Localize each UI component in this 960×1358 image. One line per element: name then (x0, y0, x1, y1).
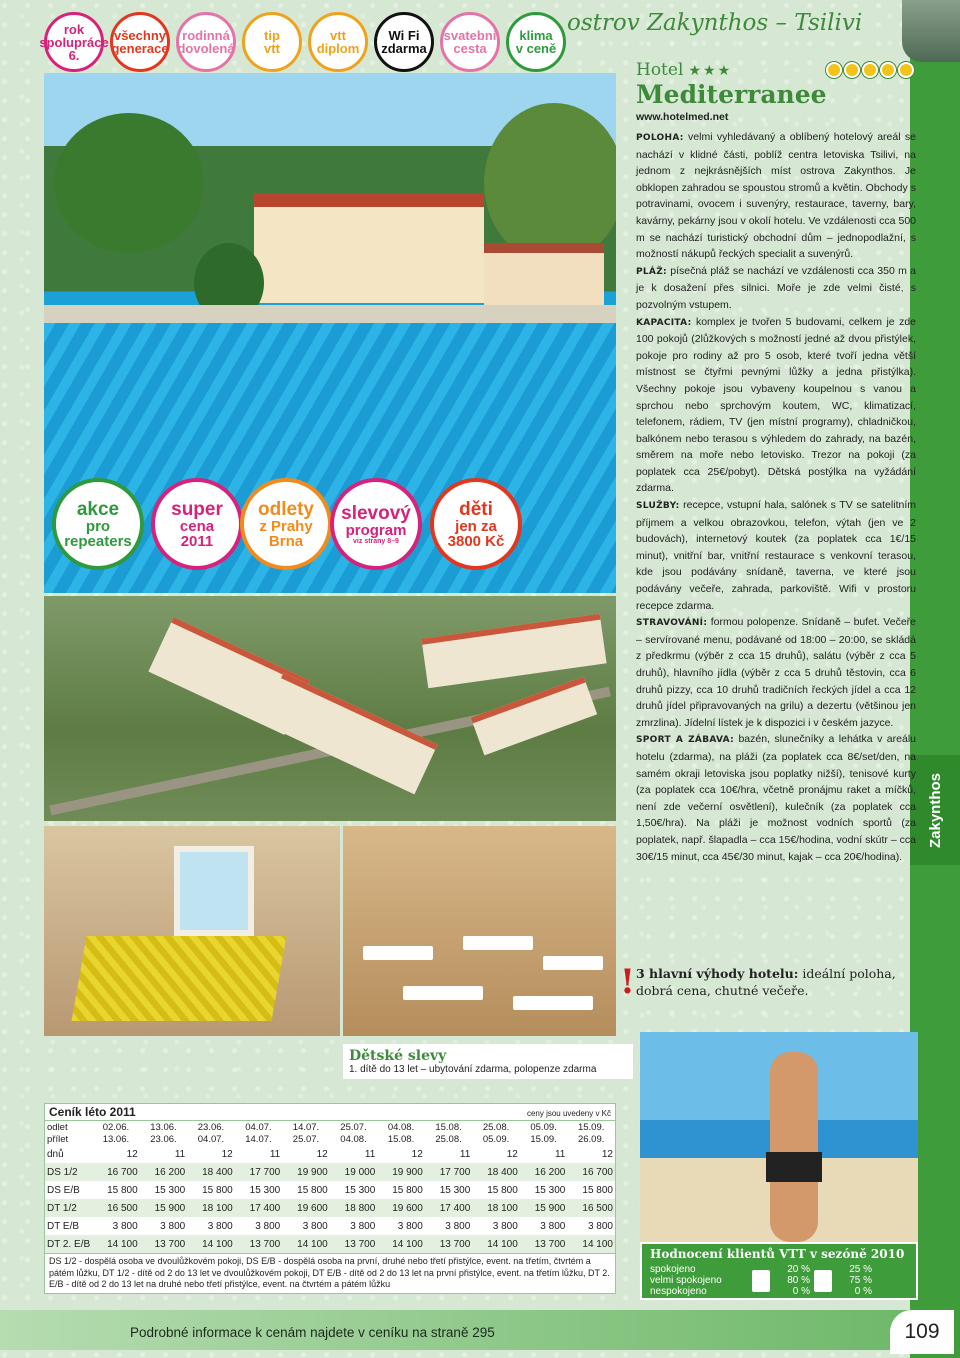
table-cell: 26.09. (577, 1133, 605, 1145)
badge (374, 12, 434, 72)
description-paragraph (636, 731, 916, 865)
beach-boy-photo (640, 1032, 918, 1242)
badge (242, 12, 302, 72)
offer-badge (430, 478, 522, 570)
description-paragraph (636, 614, 916, 731)
badge-text: cesta (453, 41, 487, 56)
section-label: POLOHA: (636, 133, 684, 143)
rating-label: spokojeno (650, 1264, 696, 1275)
badge (308, 12, 368, 72)
table-cell: 11 (364, 1148, 376, 1160)
table-cell: 13 700 (330, 1235, 378, 1253)
table-cell: 15 300 (344, 1184, 376, 1196)
table-cell: 25.08. (435, 1133, 462, 1145)
badge (440, 12, 500, 72)
table-cell: 16 500 (567, 1199, 615, 1217)
section-label: SPORT A ZÁBAVA: (636, 735, 734, 746)
table-cell: 11 (459, 1148, 471, 1160)
rating-label: nespokojeno (650, 1286, 707, 1297)
offer-badge-text: pro (85, 517, 111, 535)
table-cell: 02.06. (102, 1121, 130, 1133)
offer-badge-text: program (345, 521, 407, 539)
table-cell: 14 100 (472, 1235, 520, 1253)
table-cell: 12 (601, 1148, 613, 1160)
table-cell: 16 700 (567, 1163, 615, 1181)
table-cell: 15 800 (202, 1184, 233, 1196)
offer-badge-text: slevový (341, 502, 411, 524)
table-cell: 15 300 (249, 1184, 281, 1196)
offer-badge (330, 478, 422, 570)
description-sections (636, 129, 916, 865)
badge-text: zdarma (381, 41, 427, 56)
table-cell: 18 100 (187, 1199, 235, 1217)
highlights-label: 3 hlavní výhody hotelu: (636, 966, 799, 981)
badge-text: Wi Fi (388, 28, 420, 43)
table-cell: 3 800 (445, 1220, 471, 1232)
rating-value: 20 % (787, 1264, 810, 1275)
table-cell: 14 100 (567, 1235, 615, 1253)
hotel-highlights (636, 965, 916, 999)
badge (506, 12, 566, 72)
row-label: DS E/B (47, 1184, 80, 1196)
badge-text: rok (63, 21, 85, 37)
table-cell: 19 600 (377, 1199, 425, 1217)
bell-photo-corner (902, 0, 960, 62)
table-cell: 16 200 (520, 1163, 568, 1181)
rating-value: 75 % (849, 1275, 872, 1286)
row-label: odlet (47, 1121, 68, 1133)
table-row (45, 1121, 615, 1133)
table-cell: 3 800 (160, 1220, 186, 1232)
badge (39, 12, 109, 72)
section-text: komplex je tvořen 5 budovami, celkem je zde 100 pokojů (2lůžkových s možností jedné až dvou přistýlek, pokoje pro rodiny až pro 5 osob, které tvoří jedna větší místnost se čtyřmi pevnými lůžky a jedna přistýlka). Všechny pokoje jsou vybaveny koupelnou s vanou a sprchou nebo sprchovým koutem, WC, klimatizací, telefonem, rádiem, TV (jen místní programy), chladničkou, balkónem nebo terasou s výhledem do zahrady, na bazén, směrem na moře nebo letovisko. Trezor na pokoji (za poplatek cca 25€/pobyt). Dětská postýlka na vyžádání zdarma. (636, 315, 916, 495)
sun-icon (862, 62, 878, 78)
table-cell: 17 400 (425, 1199, 473, 1217)
exclamation-icon: ! (620, 962, 635, 1002)
hotel-word: Hotel (636, 60, 684, 80)
row-label: DT 1/2 (45, 1199, 92, 1217)
table-cell: 15 300 (534, 1184, 566, 1196)
cutlery-icon (814, 1270, 832, 1292)
offer-badge-text: repeaters (64, 532, 132, 550)
table-cell: 19 000 (330, 1163, 378, 1181)
sun-rating-icons (826, 62, 914, 78)
row-label: DT E/B (47, 1220, 80, 1232)
table-row (45, 1145, 615, 1163)
table-cell: 16 700 (92, 1163, 140, 1181)
table-cell: 15 900 (520, 1199, 568, 1217)
section-label: PLÁŽ: (636, 266, 667, 277)
table-cell: 17 400 (235, 1199, 283, 1217)
table-row (45, 1181, 615, 1199)
badge-text: vtt (330, 28, 346, 43)
table-cell: 04.07. (245, 1121, 272, 1133)
table-cell: 3 800 (302, 1220, 328, 1232)
rating-value: 80 % (787, 1275, 810, 1286)
offer-badge-text: z Prahy (259, 517, 313, 535)
table-cell: 12 (411, 1148, 423, 1160)
table-cell: 15 800 (487, 1184, 518, 1196)
table-cell: 25.08. (482, 1121, 510, 1133)
row-label: DS 1/2 (45, 1163, 92, 1181)
table-cell: 25.07. (292, 1133, 320, 1145)
description-paragraph (636, 497, 916, 614)
table-cell: 11 (554, 1148, 566, 1160)
hotel-stars: ★★★ (688, 63, 733, 79)
table-cell: 13.06. (150, 1121, 177, 1133)
price-table-note: ceny jsou uvedeny v Kč (526, 1109, 611, 1118)
sun-icon (844, 62, 860, 78)
table-row (45, 1235, 615, 1253)
section-label: STRAVOVÁNÍ: (636, 618, 708, 629)
offer-badge (240, 478, 332, 570)
table-cell: 16 200 (140, 1163, 188, 1181)
table-cell: 13.06. (102, 1133, 130, 1145)
table-cell: 14.07. (292, 1121, 320, 1133)
table-cell: 19 900 (282, 1163, 330, 1181)
price-footnote: DS 1/2 - dospělá osoba ve dvoulůžkovém pokoji, DS E/B - dospělá osoba na první, druhé nebo třetí přistýlce, event. na třetím, čtvrtém a pátém lůžku, DT 1/2 - dítě od 2 do 13 let ve dvoulůžkovém pokoji, DT E/B - dítě od 2 do 13 let na první přistýlce, event. na třetím lůžku, DT 2. E/B - dítě od 2 do 13 let na druhé nebo třetí přistýlce, event. na čtvrtém a pátém lůžku (45, 1253, 615, 1293)
table-cell: 11 (269, 1148, 281, 1160)
section-label: KAPACITA: (636, 317, 692, 328)
hotel-name: Mediterranee (636, 80, 827, 109)
page-title: ostrov Zakynthos – Tsilivi (567, 10, 863, 36)
aerial-photo (44, 596, 616, 821)
row-label: dnů (47, 1148, 64, 1160)
badge-text: generace (111, 41, 169, 56)
badge-text: v ceně (515, 41, 557, 56)
table-cell: 14 100 (377, 1235, 425, 1253)
side-tab (910, 755, 960, 865)
table-cell: 3 800 (587, 1220, 613, 1232)
room-photo (44, 826, 340, 1036)
table-cell: 15 300 (154, 1184, 186, 1196)
section-text: bazén, slunečníky a lehátka v areálu hotelu (zdarma), na pláži (za poplatek cca 8€/set/den, na samém okraji letoviska jsou poplatky nižší), tenisové kurty (za poplatek cca 10€/hra, včetně pronájmu raket a míčků, není zde večerní osvětlení), kulečník (za poplatek cca 1,50€/hra). Na pláži je možnost vodních sportů (za poplatek, např. šlapadla – cca 15€/hodina, vodní skútr – cca 30€/15 minut, cca 45€/30 minut, kajak – cca 20€/hodina). (636, 733, 916, 863)
rating-value: 0 % (854, 1286, 872, 1297)
badge-text: spolupráce (39, 34, 109, 50)
section-text: velmi vyhledávaný a oblíbený hotelový areál se nachází v klidné části, poblíž centra letoviska Tsilivi, na jednom z nejkrásnějších míst ostrova Zakynthos. Je obklopen zahradou se spoustou stromů a květin. Obchody s potravinami, ovocem i suvenýry, restaurace, taverny, bary, kavárny, pekárny jsou v okolí hotelu. Ve vzdálenosti cca 500 m se nachází turistický obchodní dům – jednopodlažní, s možností nákupů řeckých specialit a suvenýrů. (636, 131, 916, 261)
sun-icon (898, 62, 914, 78)
restaurant-photo (343, 826, 616, 1036)
row-label: přílet (47, 1133, 69, 1145)
offer-badge-text: odlety (258, 498, 314, 520)
description-paragraph (636, 263, 916, 314)
offer-badge-text: jen za (455, 517, 497, 535)
offer-badge-text: Brna (268, 532, 304, 550)
table-cell: 05.09. (482, 1133, 510, 1145)
table-cell: 15 800 (582, 1184, 613, 1196)
offer-badge-text: cena (179, 517, 215, 535)
table-cell: 3 800 (350, 1220, 376, 1232)
table-cell: 13 700 (235, 1235, 283, 1253)
child-discounts (343, 1044, 633, 1079)
table-cell: 19 900 (377, 1163, 425, 1181)
table-cell: 17 700 (425, 1163, 473, 1181)
offer-badge-text: viz strany 8–9 (353, 537, 399, 545)
side-tab-label: Zakynthos (926, 772, 944, 848)
offer-badge-text: děti (459, 498, 493, 520)
price-table-title: Ceník léto 2011 (49, 1105, 136, 1119)
hotel-description (636, 60, 916, 865)
table-cell: 12 (126, 1148, 138, 1160)
table-cell: 23.06. (150, 1133, 177, 1145)
table-row (45, 1163, 615, 1181)
table-cell: 18 800 (330, 1199, 378, 1217)
table-cell: 15 800 (297, 1184, 328, 1196)
badge-text: svatební (443, 28, 497, 43)
table-cell: 3 800 (540, 1220, 566, 1232)
badge (176, 12, 236, 72)
table-cell: 12 (506, 1148, 518, 1160)
table-cell: 13 700 (520, 1235, 568, 1253)
offer-badge (52, 478, 144, 570)
table-cell: 19 600 (282, 1199, 330, 1217)
table-cell: 05.09. (530, 1121, 557, 1133)
table-row (45, 1217, 615, 1235)
table-cell: 15 800 (107, 1184, 138, 1196)
offer-badge-text: 3800 Kč (447, 532, 505, 550)
table-cell: 25.07. (340, 1121, 367, 1133)
table-cell: 3 800 (397, 1220, 423, 1232)
section-text: recepce, vstupní hala, salónek s TV se satelitním příjmem a velkou obrazovkou, telefon, výtah (jen ve 2 budovách), internetový koutek (za poplatek cca 1€/15 minut), vnitřní bar, vnitřní restaurace s venkovní terasou, kde jsou podávány snídaně, taverna, ve které jsou podávány večeře, zahrada, parkoviště. Wifi v prostoru recepce zdarma. (636, 499, 916, 612)
child-discounts-text: 1. dítě do 13 let – ubytování zdarma, polopenze zdarma (349, 1064, 597, 1075)
page-number: 109 (890, 1310, 954, 1354)
table-cell: 04.08. (340, 1133, 367, 1145)
table-cell: 15.08. (435, 1121, 462, 1133)
table-cell: 15 300 (439, 1184, 471, 1196)
sun-icon (826, 62, 842, 78)
table-cell: 15.09. (530, 1133, 557, 1145)
table-cell: 18 100 (472, 1199, 520, 1217)
offer-badge-text: 2011 (180, 532, 214, 550)
child-discounts-title: Dětské slevy (349, 1048, 447, 1064)
offer-badge-text: super (171, 498, 223, 520)
table-cell: 3 800 (255, 1220, 281, 1232)
rating-value: 25 % (849, 1264, 872, 1275)
badge (110, 12, 170, 72)
sun-icon (880, 62, 896, 78)
table-cell: 11 (174, 1148, 186, 1160)
price-grid (45, 1121, 615, 1253)
table-cell: 14.07. (245, 1133, 272, 1145)
table-cell: 18 400 (472, 1163, 520, 1181)
table-cell: 18 400 (187, 1163, 235, 1181)
table-cell: 04.07. (197, 1133, 225, 1145)
table-cell: 14 100 (92, 1235, 140, 1253)
section-text: písečná pláž se nachází ve vzdálenosti cca 350 m a je k dosažení přes silnici. Moře je zde velmi čisté, s pozvolným vstupem. (636, 264, 916, 311)
table-row (45, 1133, 615, 1145)
table-cell: 17 700 (235, 1163, 283, 1181)
badge-text: rodinná (182, 28, 230, 43)
table-row (45, 1199, 615, 1217)
table-cell: 13 700 (140, 1235, 188, 1253)
table-cell: 12 (316, 1148, 328, 1160)
badge-text: dovolená (177, 41, 235, 56)
table-cell: 23.06. (197, 1121, 225, 1133)
table-cell: 15 900 (140, 1199, 188, 1217)
badge-text: klima (519, 28, 553, 43)
table-cell: 14 100 (187, 1235, 235, 1253)
section-label: SLUŽBY: (636, 501, 680, 512)
badge-text: všechny (113, 28, 167, 43)
client-rating-box (640, 1242, 918, 1300)
hotel-website[interactable]: www.hotelmed.net (636, 111, 729, 123)
description-paragraph (636, 314, 916, 498)
table-cell: 15.08. (387, 1133, 415, 1145)
table-cell: 14 100 (282, 1235, 330, 1253)
highlights-text: ideální poloha, dobrá cena, chutné večeře. (636, 966, 896, 998)
table-cell: 15 800 (392, 1184, 423, 1196)
rating-value: 0 % (792, 1286, 810, 1297)
section-text: formou polopenze. Snídaně – bufet. Večeře – servírované menu, podávané od 18:00 – 20:00, se skládá z předkrmu (výběr z cca 15 druhů), salátu (výběr z cca 5 druhů), hlavního jídla (výběr z cca 5 druhů těstovin, cca 6 druhů pizzy, cca 10 druhů tradičních řeckých jídel a cca 12 druhů jídel připravovaných na grilu) a dezertu (většinou jen zmrzlina). Jídelní lístek je k dispozici i v českém jazyce. (636, 616, 916, 729)
description-paragraph (636, 129, 916, 263)
house-icon (752, 1270, 770, 1292)
badge-text: 6. (68, 47, 80, 63)
table-cell: 15.09. (577, 1121, 605, 1133)
table-cell: 3 800 (207, 1220, 233, 1232)
badge-text: tip (264, 28, 280, 43)
badge-text: vtt (264, 41, 280, 56)
table-cell: 3 800 (112, 1220, 138, 1232)
row-label: DT 2. E/B (45, 1235, 92, 1253)
footer-text: Podrobné informace k cenám najdete v ceníku na straně 295 (130, 1325, 495, 1340)
table-cell: 13 700 (425, 1235, 473, 1253)
offer-badge-text: akce (76, 498, 120, 520)
price-table (44, 1103, 616, 1294)
table-cell: 12 (221, 1148, 233, 1160)
offer-badge (151, 478, 243, 570)
rating-title: Hodnocení klientů VTT v sezóně 2010 (650, 1247, 905, 1261)
table-cell: 04.08. (387, 1121, 415, 1133)
badge-text: diplom (316, 41, 360, 56)
badge-row (39, 12, 566, 72)
table-cell: 16 500 (92, 1199, 140, 1217)
rating-label: velmi spokojeno (650, 1275, 722, 1286)
table-cell: 3 800 (492, 1220, 518, 1232)
